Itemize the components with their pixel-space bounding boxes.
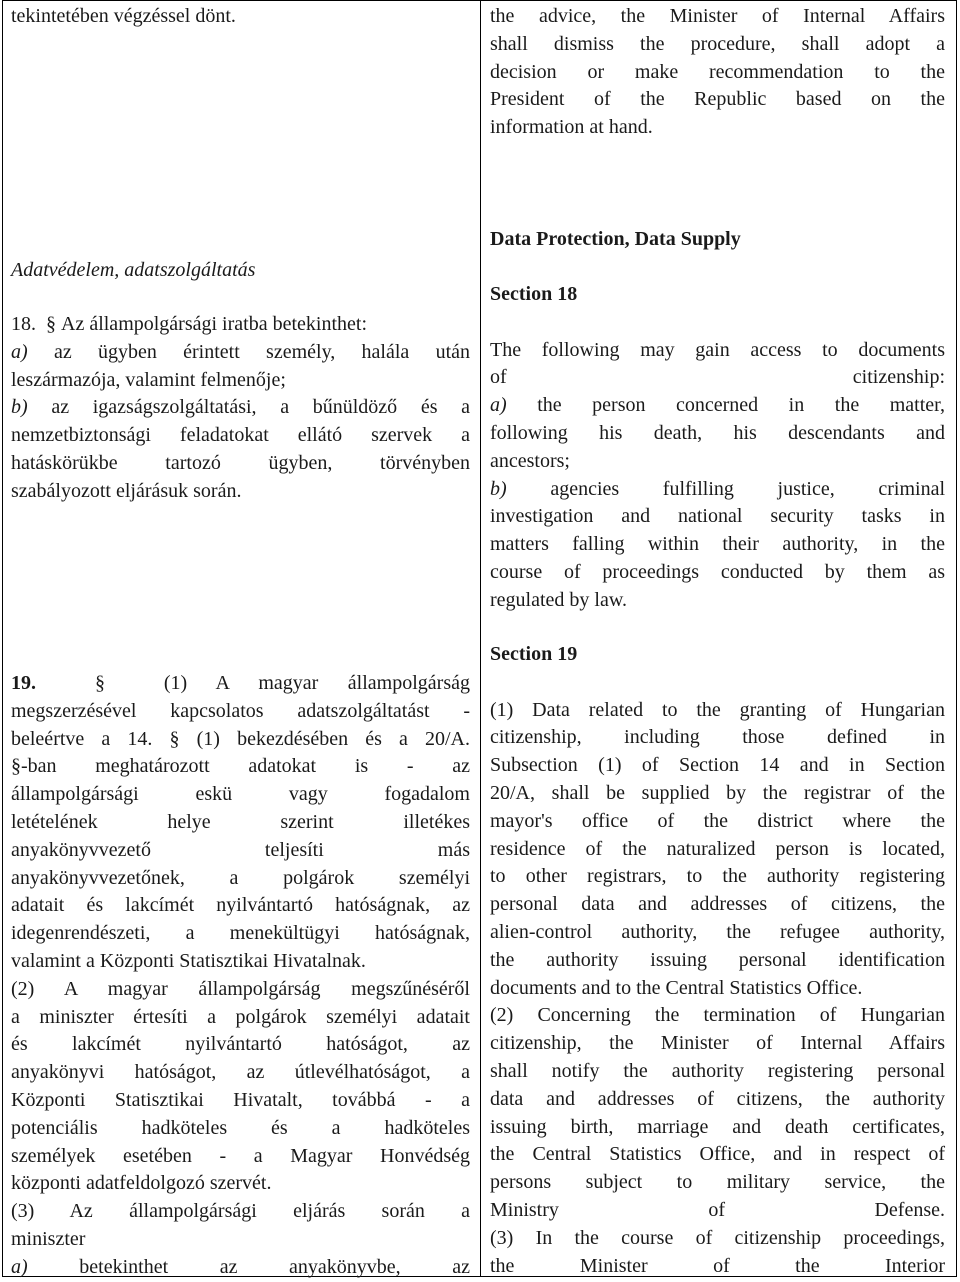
text-line: decision or make recommendation to the — [490, 60, 945, 83]
s19-en-paragraph-2 — [490, 1002, 945, 1224]
left-section-19: 19. § (1) A magyar állampolgárság megszerzésével kapcsolatos adatszolgáltatást - beleértve a 14. § (1) bekezdésében és a 20/A. §-ban meghatározott adatokat is - az állampolgársági eskü vagy fogadalom letételének helye szerint illetékes anyakönyvvezető teljesíti más anyakönyvvezetőnek, a polgárok személyi adatait és lakcímét nyilvántartó hatóságnak, az idegenrendészeti, a menekültügyi hatóságnak, valamint a Központi Statisztikai Hivatalnak. (2) A magyar állampolgárság megszűnéséről a miniszter értesíti a polgárok személyi adatait és lakcímét nyilvántartó hatóságot, az anyakönyvi hatóságot, az útlevélhatóságot, a Központi Statisztikai Hivatalt, továbbá - a potenciális hadköteles és a hadköteles személyek esetében - a Magyar Honvédség központi adatfeldolgozó szervét. (3) Az állampolgársági eljárás során a miniszter a) betekinthet az anyakönyvbe, az — [11, 670, 470, 1282]
text-line: (1) Data related to the granting of Hungarian — [490, 698, 945, 721]
text-line: the authority issuing personal identification — [490, 948, 945, 971]
text-line: citizenship, including those defined in — [490, 726, 945, 749]
s18-b-line1: b) az igazságszolgáltatási, a bűnüldöző és a — [11, 396, 470, 419]
text-line: The following may gain access to documents — [490, 338, 945, 361]
text-line: residence of the naturalized person is located, — [490, 837, 945, 860]
left-heading: Adatvédelem, adatszolgáltatás — [11, 259, 256, 281]
text-line: és lakcímét nyilvántartó hatóságot, az — [11, 1033, 470, 1056]
text-line: shall notify the authority registering personal — [490, 1059, 945, 1082]
text-line: (2) A magyar állampolgárság megszűnéséről — [11, 977, 470, 1000]
text-line: data and addresses of citizens, the authority — [490, 1087, 945, 1110]
right-section-19: Section 19 (1) Data related to the granting of Hungarian citizenship, including those defined in Subsection (1) of Section 14 and in Section 20/A, shall be supplied by the registrar of the mayor's office of the district where the residence of the naturalized person is located, to other registrars, to the authority registering personal data and addresses of citizens, the alien-control authority, the refugee authority, the authority issuing personal identification documents and to the Central Statistics Office. (2) Concerning the termination of Hungarian citizenship, the Minister of Internal Affairs shall notify the authority registering personal data and addresses of citizens, the authority issuing birth, marriage and death certificates, the Central Statistics Office, and in respect of persons subject to military service, the Ministry of Defense. (3) In the course of citizenship proceedings, the Minister of the Interior — [490, 641, 945, 1280]
text-line: 20/A, shall be supplied by the registrar of the — [490, 781, 945, 804]
text-line: (2) Concerning the termination of Hungarian — [490, 1004, 945, 1027]
text-line: to other registrars, to the authority registering — [490, 865, 945, 888]
left-top-fragment: tekintetében végzéssel dönt. — [11, 5, 236, 27]
text-line: állampolgársági eskü vagy fogadalom — [11, 783, 470, 806]
text-line: letételének helye szerint illetékes — [11, 810, 470, 833]
text-line: §-ban meghatározott adatokat is - az — [11, 755, 470, 778]
s19-p3-a-line: a) betekinthet az anyakönyvbe, az — [11, 1255, 471, 1278]
text-line: citizenship, the Minister of Internal Affairs — [490, 1032, 945, 1055]
text-line: anyakönyvvezetőnek, a polgárok személyi — [11, 866, 470, 889]
text-line: persons subject to military service, the — [490, 1171, 945, 1194]
text-line: idegenrendészeti, a menekültügyi hatóságnak, — [11, 922, 470, 945]
s18-en-b-line1: b) agencies fulfilling justice, criminal — [490, 477, 945, 500]
right-heading: Data Protection, Data Supply — [490, 228, 741, 250]
text-line: the Minister of the Interior — [490, 1254, 945, 1277]
s18-intro-line: 18. § Az állampolgársági iratba betekinthet: — [11, 313, 367, 335]
s19-paragraph-1 — [11, 698, 470, 948]
text-line: of citizenship: — [490, 366, 945, 389]
s18-en-a-line1: a) the person concerned in the matter, — [490, 394, 946, 417]
text-line: Subsection (1) of Section 14 and in Section — [490, 754, 945, 777]
text-line: (3) In the course of citizenship proceedings, — [490, 1226, 945, 1249]
s19-en-paragraph-3 — [490, 1225, 945, 1281]
s19-first-line: 19. § (1) A magyar állampolgárság — [11, 672, 470, 694]
s18-a-line1: a) az ügyben érintett személy, halála után — [11, 340, 470, 363]
text-line: President of the Republic based on the — [490, 88, 945, 111]
text-line: the advice, the Minister of Internal Affairs — [490, 5, 945, 27]
s19-en-paragraph-1 — [490, 697, 945, 975]
right-section-18: Section 18 The following may gain access to documents of citizenship: a) the person concerned in the matter, following his death, his descendants and ancestors; b) agencies fulfilling justice, criminal investigation and national security tasks in matters falling within their authority, in the course of proceedings conducted by them as regulated by law. — [490, 283, 946, 611]
text-line: mayor's office of the district where the — [490, 809, 945, 832]
left-section-18: 18. § Az állampolgársági iratba betekinthet: a) az ügyben érintett személy, halála után leszármazója, valamint felmenője; b) az igazságszolgáltatási, a bűnüldöző és a nemzetbiztonsági feladatokat ellátó szervek a hatáskörükbe tartozó ügyben, törvényben szabályozott eljárásuk során. — [11, 313, 470, 502]
text-line: personal data and addresses of citizens, the — [490, 893, 945, 916]
text-line: Központi Statisztikai Hivatalt, továbbá - a — [11, 1088, 470, 1111]
text-line: issuing birth, marriage and death certificates, — [490, 1115, 945, 1138]
text-line: adatait és lakcímét nyilvántartó hatóságnak, az — [11, 894, 470, 917]
text-line: személyek esetében - a Magyar Honvédség — [11, 1144, 470, 1167]
text-line: anyakönyvvezető teljesíti más — [11, 838, 470, 861]
text-line: shall dismiss the procedure, shall adopt a — [490, 32, 945, 55]
s19-paragraph-2 — [11, 976, 470, 1171]
text-line: anyakönyvi hatóságot, az útlevélhatóságot, a — [11, 1061, 470, 1084]
text-line: the Central Statistics Office, and in respect of — [490, 1143, 945, 1166]
text-line: a miniszter értesíti a polgárok személyi adatait — [11, 1005, 470, 1028]
column-divider — [480, 0, 481, 1277]
text-line: Ministry of Defense. — [490, 1198, 945, 1221]
text-line: alien-control authority, the refugee authority, — [490, 920, 945, 943]
text-line: megszerzésével kapcsolatos adatszolgáltatást - — [11, 699, 470, 722]
right-top-fragment: the advice, the Minister of Internal Affairs shall dismiss the procedure, shall adopt a decision or make recommendation to the President of the Republic based on the information at hand. — [490, 5, 945, 139]
text-line: beleértve a 14. § (1) bekezdésében és a 20/A. — [11, 727, 470, 750]
text-line: potenciális hadköteles és a hadköteles — [11, 1116, 470, 1139]
